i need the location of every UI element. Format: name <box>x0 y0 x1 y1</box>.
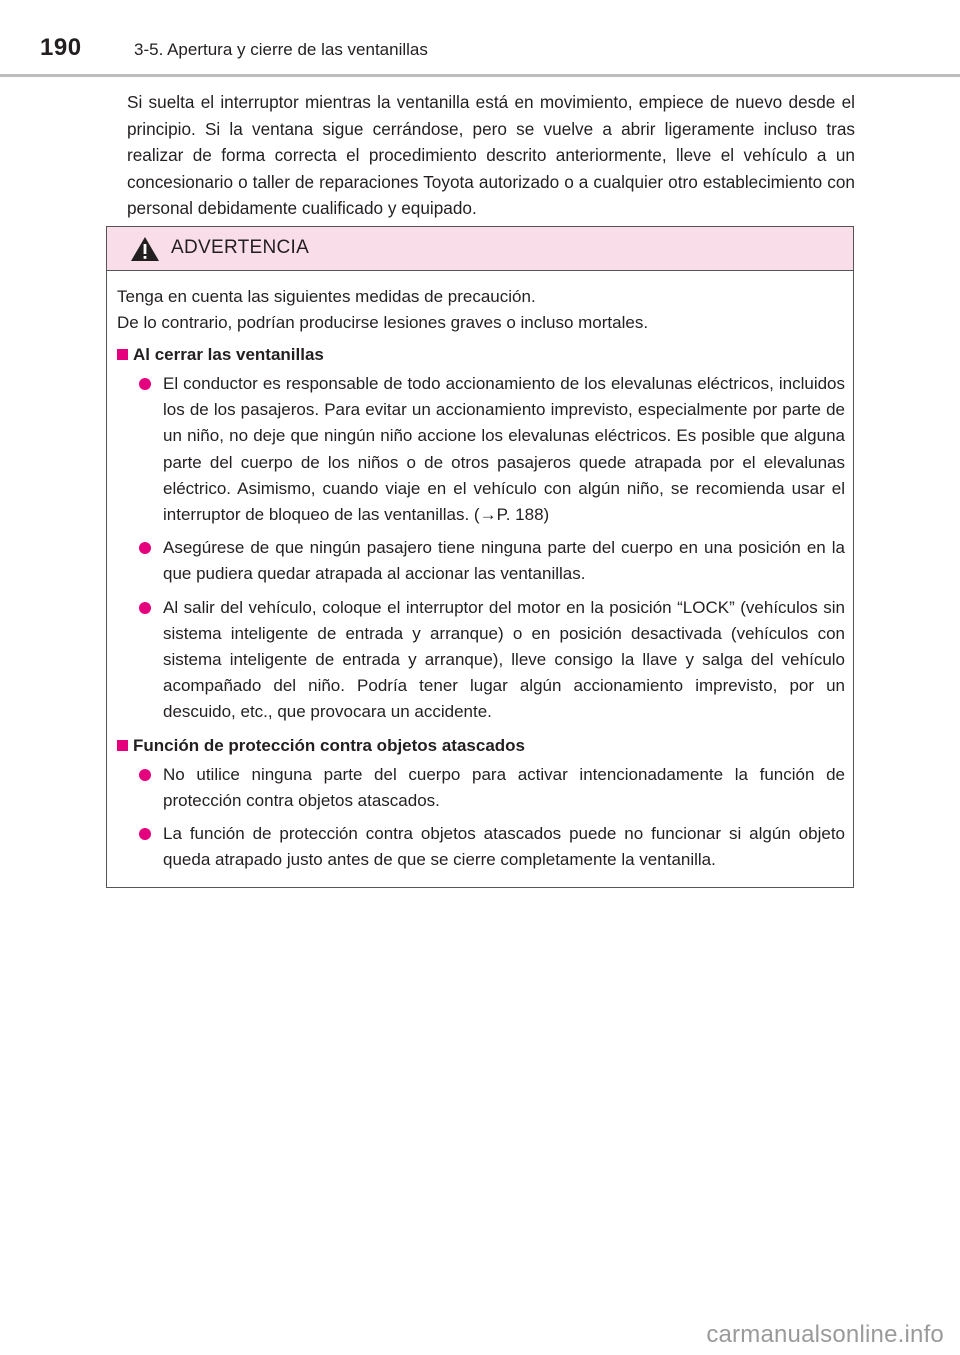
list-item-text: Asegúrese de que ningún pasajero tiene ninguna parte del cuerpo en una posición en la que pudiera quedar atrapada al accionar las ventanillas. <box>163 538 845 584</box>
round-bullet-icon <box>139 769 151 781</box>
list-item <box>117 821 845 873</box>
intro-paragraph: Si suelta el interruptor mientras la ventanilla está en movimiento, empiece de nuevo desde el principio. Si la ventana sigue cerrándose, pero se vuelve a abrir ligeramente incluso tras realizar de forma correcta el procedimiento descrito anteriormente, lleve el vehículo a un concesionario o taller de reparaciones Toyota autorizado o a cualquier otro establecimiento con personal debidamente cualificado y equipado. <box>127 92 855 218</box>
warning-box <box>106 226 854 888</box>
round-bullet-icon <box>139 378 151 390</box>
warning-triangle-icon <box>130 236 160 262</box>
warning-body <box>107 271 845 873</box>
list-item <box>117 595 845 726</box>
warning-intro-line: De lo contrario, podrían producirse lesiones graves o incluso mortales. <box>117 313 649 332</box>
list-item-text: La función de protección contra objetos atascados puede no funcionar si algún objeto queda atrapado justo antes de que se cierre completamente la ventanilla. <box>163 824 845 870</box>
warning-header <box>107 227 853 271</box>
warning-intro-line: Tenga en cuenta las siguientes medidas de precaución. <box>117 287 536 306</box>
section-heading-jam-protection <box>117 733 845 759</box>
square-bullet-icon <box>117 740 128 751</box>
list-item-text: Al salir del vehículo, coloque el interruptor del motor en la posición “LOCK” (vehículos sin sistema inteligente de entrada y arranque) o en posición desactivada (vehículos con sistema inteligente de entrada y arranque), lleve consigo la llave y salga del vehículo acompañado del niño. Podría tener lugar algún accionamiento imprevisto, por un descuido, etc., que provocara un accidente. <box>163 597 845 722</box>
square-bullet-icon <box>117 349 128 360</box>
list-item <box>117 535 845 587</box>
round-bullet-icon <box>139 828 151 840</box>
list-item <box>117 762 845 814</box>
section-title: 3-5. Apertura y cierre de las ventanillas <box>134 40 428 59</box>
section-heading-text: Función de protección contra objetos atascados <box>133 735 526 755</box>
page-number: 190 <box>40 34 82 61</box>
watermark-text: carmanualsonline.info <box>706 1321 944 1348</box>
header-divider <box>0 74 960 77</box>
warning-title: ADVERTENCIA <box>171 237 310 258</box>
list-item-text: No utilice ninguna parte del cuerpo para activar intencionadamente la función de protección contra objetos atascados. <box>163 764 845 810</box>
page-header <box>0 0 960 78</box>
section-heading-text: Al cerrar las ventanillas <box>133 345 324 364</box>
round-bullet-icon <box>139 602 151 614</box>
list-item-text: El conductor es responsable de todo accionamiento de los elevalunas eléctricos, incluidos los de los pasajeros. Para evitar un accionamiento imprevisto, especialmente por parte de un niño, no deje que ningún niño accione los elevalunas eléctricos. Es posible que alguna parte del cuerpo de los niños o de otros pasajeros quede atrapada por el elevalunas eléctrico. Asimismo, cuando viaje en el vehículo con algún niño, se recomienda usar el interruptor de bloqueo de las ventanillas. (→P. 188) <box>163 374 845 525</box>
round-bullet-icon <box>139 542 151 554</box>
list-item <box>117 371 845 528</box>
section-heading-closing-windows <box>117 342 845 368</box>
